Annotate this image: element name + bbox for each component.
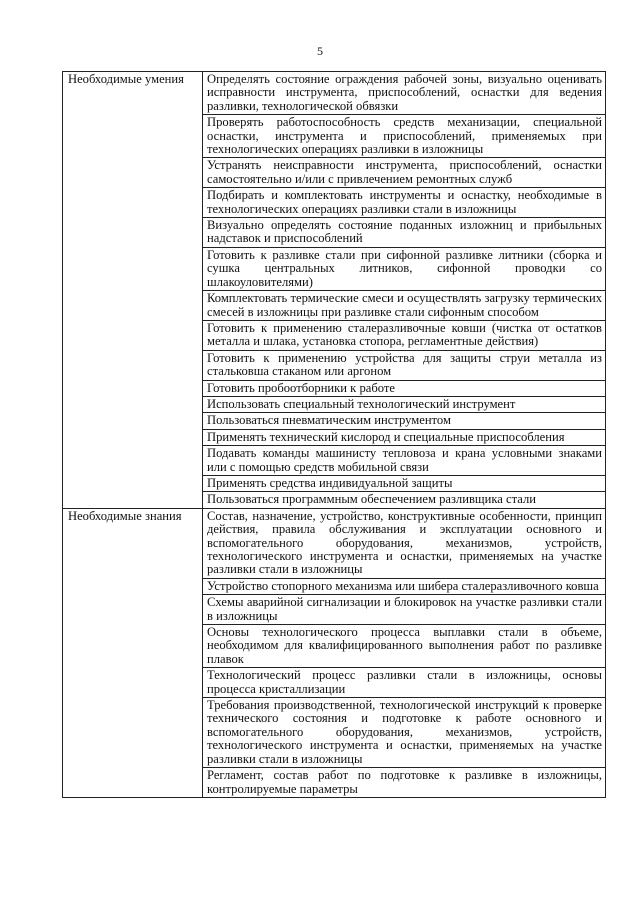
section-item: Готовить к применению устройства для защиты струи металла из стальковша стаканом или аргоном	[203, 350, 606, 380]
section-item: Устранять неисправности инструмента, приспособлений, оснастки самостоятельно и/или с привлечением ремонтных служб	[203, 158, 606, 188]
section-item: Применять средства индивидуальной защиты	[203, 475, 606, 491]
section-item: Схемы аварийной сигнализации и блокировок на участке разливки стали в изложницы	[203, 595, 606, 625]
requirements-table	[62, 71, 606, 798]
section-item: Подбирать и комплектовать инструменты и оснастку, необходимые в технологических операциях разливки стали в изложницы	[203, 188, 606, 218]
section-label: Необходимые знания	[63, 508, 203, 797]
section-label: Необходимые умения	[63, 72, 203, 509]
section-item: Использовать специальный технологический инструмент	[203, 396, 606, 412]
section-item: Комплектовать термические смеси и осуществлять загрузку термических смесей в изложницы при разливке стали сифонным способом	[203, 291, 606, 321]
section-item: Требования производственной, технологической инструкций к проверке технического состояния и подготовке к работе основного и вспомогательного оборудования, механизмов, устройств, технологического инструмента и оснастки, применяемых на участке разливки стали в изложницы	[203, 698, 606, 768]
section-item: Состав, назначение, устройство, конструктивные особенности, принцип действия, правила обслуживания и эксплуатации основного и вспомогательного оборудования, механизмов, устройств, технологического инструмента и оснастки, применяемых на участке разливки стали в изложницы	[203, 508, 606, 578]
table-row	[63, 508, 606, 578]
section-item: Подавать команды машинисту тепловоза и крана условными знаками или с помощью средств мобильной связи	[203, 446, 606, 476]
table-body	[63, 72, 606, 798]
table-row	[63, 72, 606, 115]
section-item: Основы технологического процесса выплавки стали в объеме, необходимом для квалифицированного выполнения работ по разливке плавок	[203, 625, 606, 668]
section-item: Применять технический кислород и специальные приспособления	[203, 429, 606, 445]
section-item: Пользоваться пневматическим инструментом	[203, 413, 606, 429]
section-item: Визуально определять состояние поданных изложниц и прибыльных надставок и приспособлений	[203, 218, 606, 248]
section-item: Проверять работоспособность средств механизации, специальной оснастки, инструмента и приспособлений, применяемых при технологических операциях разливки в изложницы	[203, 115, 606, 158]
page-number: 5	[317, 44, 323, 58]
section-item: Готовить к разливке стали при сифонной разливке литники (сборка и сушка центральных литников, сифонной проводки со шлакоуловителями)	[203, 247, 606, 290]
section-item: Готовить к применению сталеразливочные ковши (чистка от остатков металла и шлака, установка стопора, регламентные действия)	[203, 320, 606, 350]
section-item: Пользоваться программным обеспечением разливщика стали	[203, 492, 606, 508]
section-item: Устройство стопорного механизма или шибера сталеразливочного ковша	[203, 578, 606, 594]
section-item: Определять состояние ограждения рабочей зоны, визуально оценивать исправности инструмента, приспособлений, оснастки для ведения разливки, технологической обвязки	[203, 72, 606, 115]
section-item: Готовить пробоотборники к работе	[203, 380, 606, 396]
section-item: Технологический процесс разливки стали в изложницы, основы процесса кристаллизации	[203, 668, 606, 698]
section-item: Регламент, состав работ по подготовке к разливке в изложницы, контролируемые параметры	[203, 768, 606, 798]
